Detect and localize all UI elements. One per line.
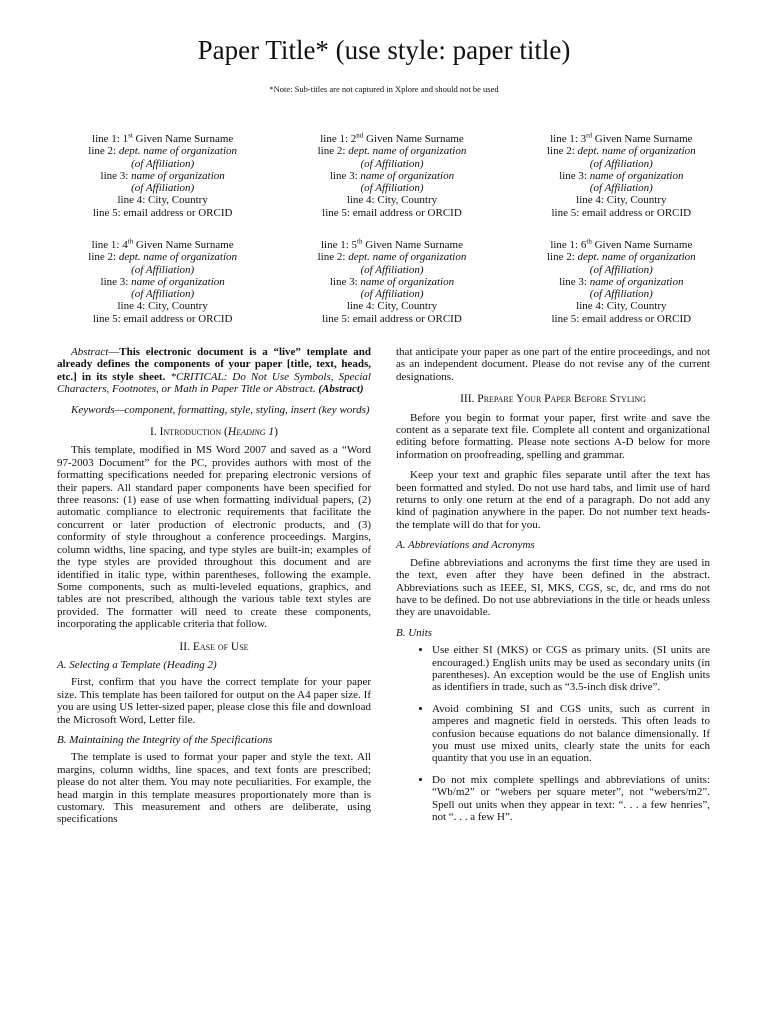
right-column xyxy=(396,346,710,832)
subtitle-note: *Note: Sub-titles are not captured in Xplore and should not be used xyxy=(269,84,499,94)
section-heading-ease-of-use: II. Ease of Use xyxy=(179,640,249,653)
subsection-heading: A. Selecting a Template (Heading 2) xyxy=(57,658,217,671)
subsection-heading: B. Maintaining the Integrity of the Specifications xyxy=(57,733,273,746)
paper-title: Paper Title* (use style: paper title) xyxy=(197,35,571,65)
abstract: Abstract—This electronic document is a “live” template and already defines the components of your paper [title, text, heads, etc.] in its style sheet. *CRITICAL: Do Not Use Symbols, Special Characters, Footnotes, or Math in Paper Title or Abstract. (Abstract) xyxy=(57,346,371,396)
paragraph: First, confirm that you have the correct template for your paper size. This template has been tailored for output on the A4 paper size. If you are using US letter-sized paper, please close this file and download the Microsoft Word, Letter file. xyxy=(57,676,371,726)
author-block: line 1: 1st Given Name Surname line 2: dept. name of organization (of Affiliation) line 3: name of organization (of Affiliation) line 4: City, Country line 5: email address or ORCID xyxy=(88,131,238,219)
left-column xyxy=(57,346,371,834)
list-item: • Avoid combining SI and CGS units, such as current in amperes and magnetic field in oersteds. This often leads to confusion because equations do not balance dimensionally. If you must use mixed units, clearly state the units for each quantity that you use in an equation. xyxy=(432,703,710,765)
section-heading-introduction: I. Introduction (Heading 1) xyxy=(150,426,278,439)
author-block: line 1: 5th Given Name Surname line 2: dept. name of organization (of Affiliation) line 3: name of organization (of Affiliation) line 4: City, Country line 5: email address or ORCID xyxy=(317,237,467,325)
list-item: • Do not mix complete spellings and abbreviations of units: “Wb/m2” or “webers per square meter”, not “webers/m2”. Spell out units when they appear in text: “. . . a few henries”, not “. . . a few H”. xyxy=(432,774,710,824)
units-list xyxy=(396,644,710,823)
paragraph: Define abbreviations and acronyms the first time they are used in the text, even after they have been defined in the abstract. Abbreviations such as IEEE, SI, MKS, CGS, sc, dc, and rms do not have to be defined. Do not use abbreviations in the title or heads unless they are unavoidable. xyxy=(396,556,710,619)
paragraph: This template, modified in MS Word 2007 and saved as a “Word 97-2003 Document” for the PC, provides authors with most of the formatting specifications needed for preparing electronic versions of their papers. All standard paper components have been specified for three reasons: (1) ease of use when formatting individual papers, (2) automatic compliance to electronic requirements that facilitate the concurrent or later production of electronic products, and (3) conformity of style throughout a conference proceedings. Margins, column widths, line spacing, and type styles are built-in; examples of the type styles are provided throughout this document and are identified in italic type, within parentheses, following the example. Some components, such as multi-leveled equations, graphics, and tables are not prescribed, although the various table text styles are provided. The formatter will need to create these components, incorporating the applicable criteria that follow. xyxy=(57,444,371,631)
author-row-1 xyxy=(52,133,732,219)
author-block: line 1: 6th Given Name Surname line 2: dept. name of organization (of Affiliation) line 3: name of organization (of Affiliation) line 4: City, Country line 5: email address or ORCID xyxy=(546,237,696,325)
author-row-2 xyxy=(52,239,732,325)
paragraph: that anticipate your paper as one part of the entire proceedings, and not as an independent document. Please do not revise any of the current designations. xyxy=(396,346,710,383)
list-item: • Use either SI (MKS) or CGS as primary units. (SI units are encouraged.) English units may be used as secondary units (in parentheses). An exception would be the use of English units as identifiers in trade, such as “3.5-inch disk drive”. xyxy=(432,644,710,694)
keywords: Keywords—component, formatting, style, styling, insert (key words) xyxy=(71,403,370,416)
author-block: line 1: 4th Given Name Surname line 2: dept. name of organization (of Affiliation) line 3: name of organization (of Affiliation) line 4: City, Country line 5: email address or ORCID xyxy=(88,237,238,325)
subsection-heading: A. Abbreviations and Acronyms xyxy=(396,539,535,552)
paragraph: Keep your text and graphic files separate until after the text has been formatted and styled. Do not use hard tabs, and limit use of hard returns to only one return at the end of a paragraph. Do not add any kind of pagination anywhere in the paper. Do not number text heads-the template will do that for you. xyxy=(396,469,710,531)
paragraph: Before you begin to format your paper, first write and save the content as a separate text file. Complete all content and organizational editing before formatting. Please note sections A-D below for more information on proofreading, spelling and grammar. xyxy=(396,411,710,461)
subsection-heading: B. Units xyxy=(396,626,433,639)
section-heading-prepare: III. Prepare Your Paper Before Styling xyxy=(460,393,646,406)
author-block: line 1: 2nd Given Name Surname line 2: dept. name of organization (of Affiliation) line 3: name of organization (of Affiliation) line 4: City, Country line 5: email address or ORCID xyxy=(317,131,467,219)
paragraph: The template is used to format your paper and style the text. All margins, column widths, line spaces, and text fonts are prescribed; please do not alter them. You may note peculiarities. For example, the head margin in this template measures proportionately more than is customary. This measurement and others are deliberate, using specifications xyxy=(57,751,371,826)
author-block: line 1: 3rd Given Name Surname line 2: dept. name of organization (of Affiliation) line 3: name of organization (of Affiliation) line 4: City, Country line 5: email address or ORCID xyxy=(546,131,696,219)
